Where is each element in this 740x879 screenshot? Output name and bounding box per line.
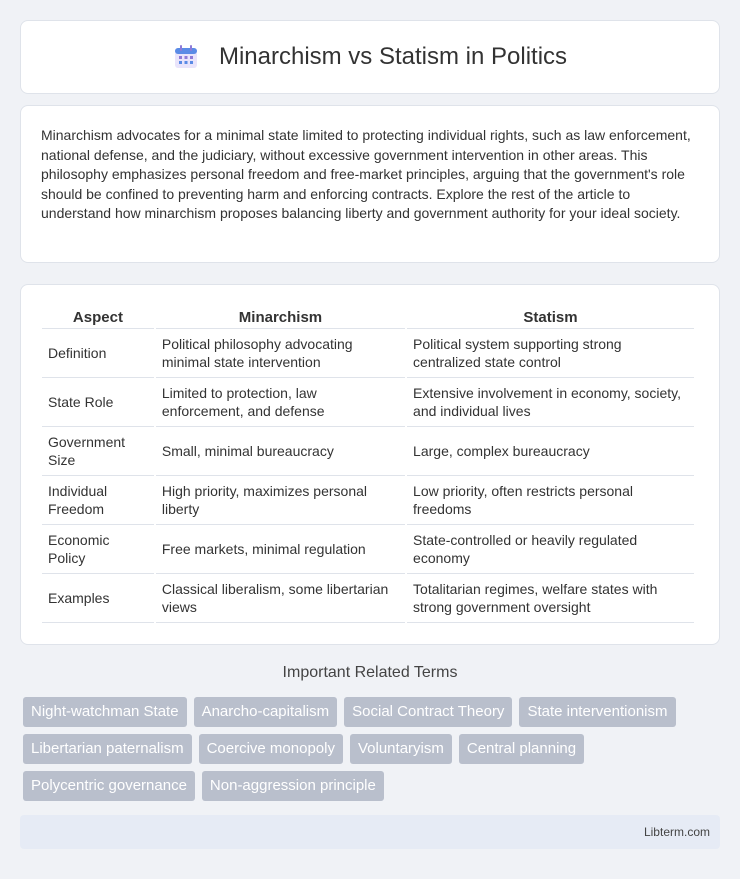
table-row <box>42 476 694 525</box>
intro-text: Minarchism advocates for a minimal state limited to protecting individual rights, such as law enforcement, national defense, and the judiciary, without excessive government intervention in other areas. This philosophy emphasizes personal freedom and free-market principles, arguing that the government's role should be confined to preventing harm and enforcing contracts. Explore the rest of the article to understand how minarchism proposes balancing liberty and government authority for your ideal society. <box>41 127 691 221</box>
footer-brand-link[interactable]: Libterm.com <box>643 825 710 839</box>
header-card <box>20 20 720 94</box>
row-aspect: Economic Policy <box>42 525 154 574</box>
related-term-tag[interactable]: Voluntaryism <box>350 734 452 764</box>
header-aspect: Aspect <box>42 307 154 329</box>
row-aspect: Definition <box>42 329 154 378</box>
table-row <box>42 427 694 476</box>
row-minarchism: Classical liberalism, some libertarian views <box>156 574 405 623</box>
related-terms-list <box>23 697 723 801</box>
related-term-tag[interactable]: Central planning <box>459 734 584 764</box>
row-statism: Totalitarian regimes, welfare states with strong government oversight <box>407 574 694 623</box>
related-term-tag[interactable]: State interventionism <box>519 697 675 727</box>
row-statism: State-controlled or heavily regulated economy <box>407 525 694 574</box>
related-term-tag[interactable]: Social Contract Theory <box>344 697 512 727</box>
row-aspect: Government Size <box>42 427 154 476</box>
row-statism: Large, complex bureaucracy <box>407 427 694 476</box>
table-row <box>42 329 694 378</box>
footer <box>20 815 720 849</box>
row-aspect: Individual Freedom <box>42 476 154 525</box>
related-term-tag[interactable]: Night-watchman State <box>23 697 187 727</box>
header-statism: Statism <box>407 307 694 329</box>
table-header-row <box>42 307 694 329</box>
row-minarchism: Limited to protection, law enforcement, and defense <box>156 378 405 427</box>
row-minarchism: Free markets, minimal regulation <box>156 525 405 574</box>
row-statism: Extensive involvement in economy, society, and individual lives <box>407 378 694 427</box>
related-term-tag[interactable]: Coercive monopoly <box>199 734 343 764</box>
row-minarchism: Political philosophy advocating minimal state intervention <box>156 329 405 378</box>
comparison-card <box>20 284 720 645</box>
header-minarchism: Minarchism <box>156 307 405 329</box>
comparison-table <box>40 307 696 623</box>
table-row <box>42 378 694 427</box>
row-aspect: Examples <box>42 574 154 623</box>
page-title: Minarchism vs Statism in Politics <box>218 43 568 70</box>
row-minarchism: Small, minimal bureaucracy <box>156 427 405 476</box>
calendar-icon <box>173 44 199 70</box>
related-term-tag[interactable]: Non-aggression principle <box>202 771 384 801</box>
row-minarchism: High priority, maximizes personal liberty <box>156 476 405 525</box>
row-statism: Low priority, often restricts personal freedoms <box>407 476 694 525</box>
related-terms-title: Important Related Terms <box>282 664 458 681</box>
row-aspect: State Role <box>42 378 154 427</box>
related-term-tag[interactable]: Polycentric governance <box>23 771 195 801</box>
row-statism: Political system supporting strong centralized state control <box>407 329 694 378</box>
intro-card <box>20 105 720 263</box>
related-term-tag[interactable]: Anarcho-capitalism <box>194 697 338 727</box>
table-row <box>42 525 694 574</box>
table-row <box>42 574 694 623</box>
related-term-tag[interactable]: Libertarian paternalism <box>23 734 192 764</box>
